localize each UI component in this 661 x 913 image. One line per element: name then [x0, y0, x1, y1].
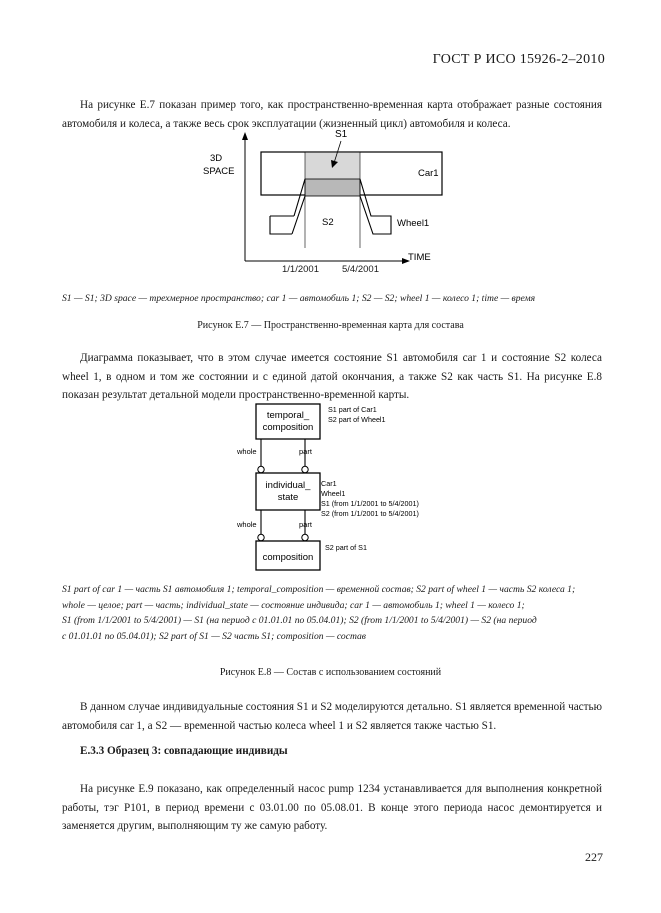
time-label: TIME [408, 252, 431, 263]
wheel1-after-box [360, 179, 391, 234]
temporal-composition-label-line1: temporal_ [266, 410, 310, 421]
s2-label: S2 [322, 217, 334, 228]
paragraph-intro-text: На рисунке Е.7 показан пример того, как пространственно-временная карта отображает разные состояния автомобиля и колеса, а также весь срок эксплуатации (жизненный цикл) автомобиля и колеса. [62, 99, 602, 130]
paragraph-diagram-explanation [62, 349, 602, 405]
space-label-line2: SPACE [203, 166, 235, 177]
temporal-composition-label-line2: composition [262, 422, 314, 433]
wheel1-label: Wheel1 [397, 218, 430, 229]
whole-role-label: whole [237, 520, 257, 529]
date-end-label: 5/4/2001 [342, 264, 379, 275]
date-start-label: 1/1/2001 [282, 264, 319, 275]
space-time-map-figure [190, 126, 470, 276]
individual-state-label-line1: individual_ [265, 480, 311, 491]
part-role-label: part [299, 447, 312, 456]
car1-label: Car1 [418, 168, 439, 179]
standard-header: ГОСТ Р ИСО 15926-2–2010 [432, 52, 605, 67]
figure-e8-title: Рисунок Е.8 — Состав с использованием состояний [219, 667, 442, 678]
paragraph-states-detail [62, 698, 602, 735]
note-s2-period: S2 (from 1/1/2001 to 5/4/2001) [321, 509, 419, 518]
note-car1: Car1 [321, 479, 337, 488]
individual-state-label-line2: state [277, 492, 299, 503]
paragraph-diagram-text: Диаграмма показывает, что в этом случае имеется состояние S1 автомобиля car 1 и состояние S2 колеса wheel 1, в одном и том же состоянии и с единой датой окончания, а также S2 как часть S1. На рисунке Е.8 показан результат детальной модели пространственно-временной карты. [62, 352, 602, 401]
note-s1-period: S1 (from 1/1/2001 to 5/4/2001) [321, 499, 419, 508]
space-label-line1: 3D [210, 153, 223, 164]
figure-e8-legend [62, 582, 602, 644]
note-s2-part-of-wheel1: S2 part of Wheel1 [328, 415, 386, 424]
figure-e8-legend-line: S1 (from 1/1/2001 to 5/4/2001) — S1 (на период с 01.01.01 по 05.04.01); S2 (from 1/1/2001 to 5/4/2001) — S2 (на период [62, 615, 537, 626]
whole-connector-circle [258, 466, 264, 472]
wheel1-before-box [270, 216, 292, 234]
figure-e8-legend-line: S1 part of car 1 — часть S1 автомобиля 1; temporal_composition — временной состав; S2 part of wheel 1 — часть S2 колеса 1; [62, 584, 576, 595]
part-role-label: part [299, 520, 312, 529]
paragraph-figure-e9-text: На рисунке Е.9 показано, как определенный насос pump 1234 устанавливается для выполнения конкретной работы, тэг P101, в период времени с 03.01.00 по 05.08.01. В конце этого периода насос демонтируется и заменяется другим, выполняющим ту же самую работу. [62, 783, 602, 832]
figure-e7-legend: S1 — S1; 3D space — трехмерное пространство; car 1 — автомобиль 1; S2 — S2; wheel 1 — колесо 1; time — время [62, 293, 536, 304]
composition-label: composition [262, 552, 314, 563]
composition-states-figure [230, 400, 450, 572]
note-wheel1: Wheel1 [321, 489, 346, 498]
s2-state-region [305, 179, 360, 196]
s1-label: S1 [335, 129, 348, 140]
note-s2-part-of-s1: S2 part of S1 [325, 543, 367, 552]
note-s1-part-of-car1: S1 part of Car1 [328, 405, 377, 414]
whole-role-label: whole [237, 447, 257, 456]
figure-e8-legend-line: с 01.01.01 по 05.04.01); S2 part of S1 — S2 часть S1; composition — состав [62, 630, 366, 642]
part-connector-circle [302, 466, 308, 472]
whole-connector-circle [258, 534, 264, 540]
figure-e7-title: Рисунок Е.7 — Пространственно-временная карта для состава [197, 320, 464, 331]
section-heading: Е.3.3 Образец 3: совпадающие индивиды [80, 745, 288, 757]
paragraph-states-text: В данном случае индивидуальные состояния S1 и S2 моделируются детально. S1 является временной частью автомобиля car 1, а S2 — временной частью колеса wheel 1 и S2 является также частью S1. [62, 701, 602, 732]
paragraph-figure-e9-intro [62, 780, 602, 836]
figure-e8-legend-line: whole — целое; part — часть; individual_state — состояние индивида; car 1 — автомобиль 1; wheel 1 — колесо 1; [62, 599, 525, 611]
part-connector-circle [302, 534, 308, 540]
page-number: 227 [585, 850, 603, 864]
